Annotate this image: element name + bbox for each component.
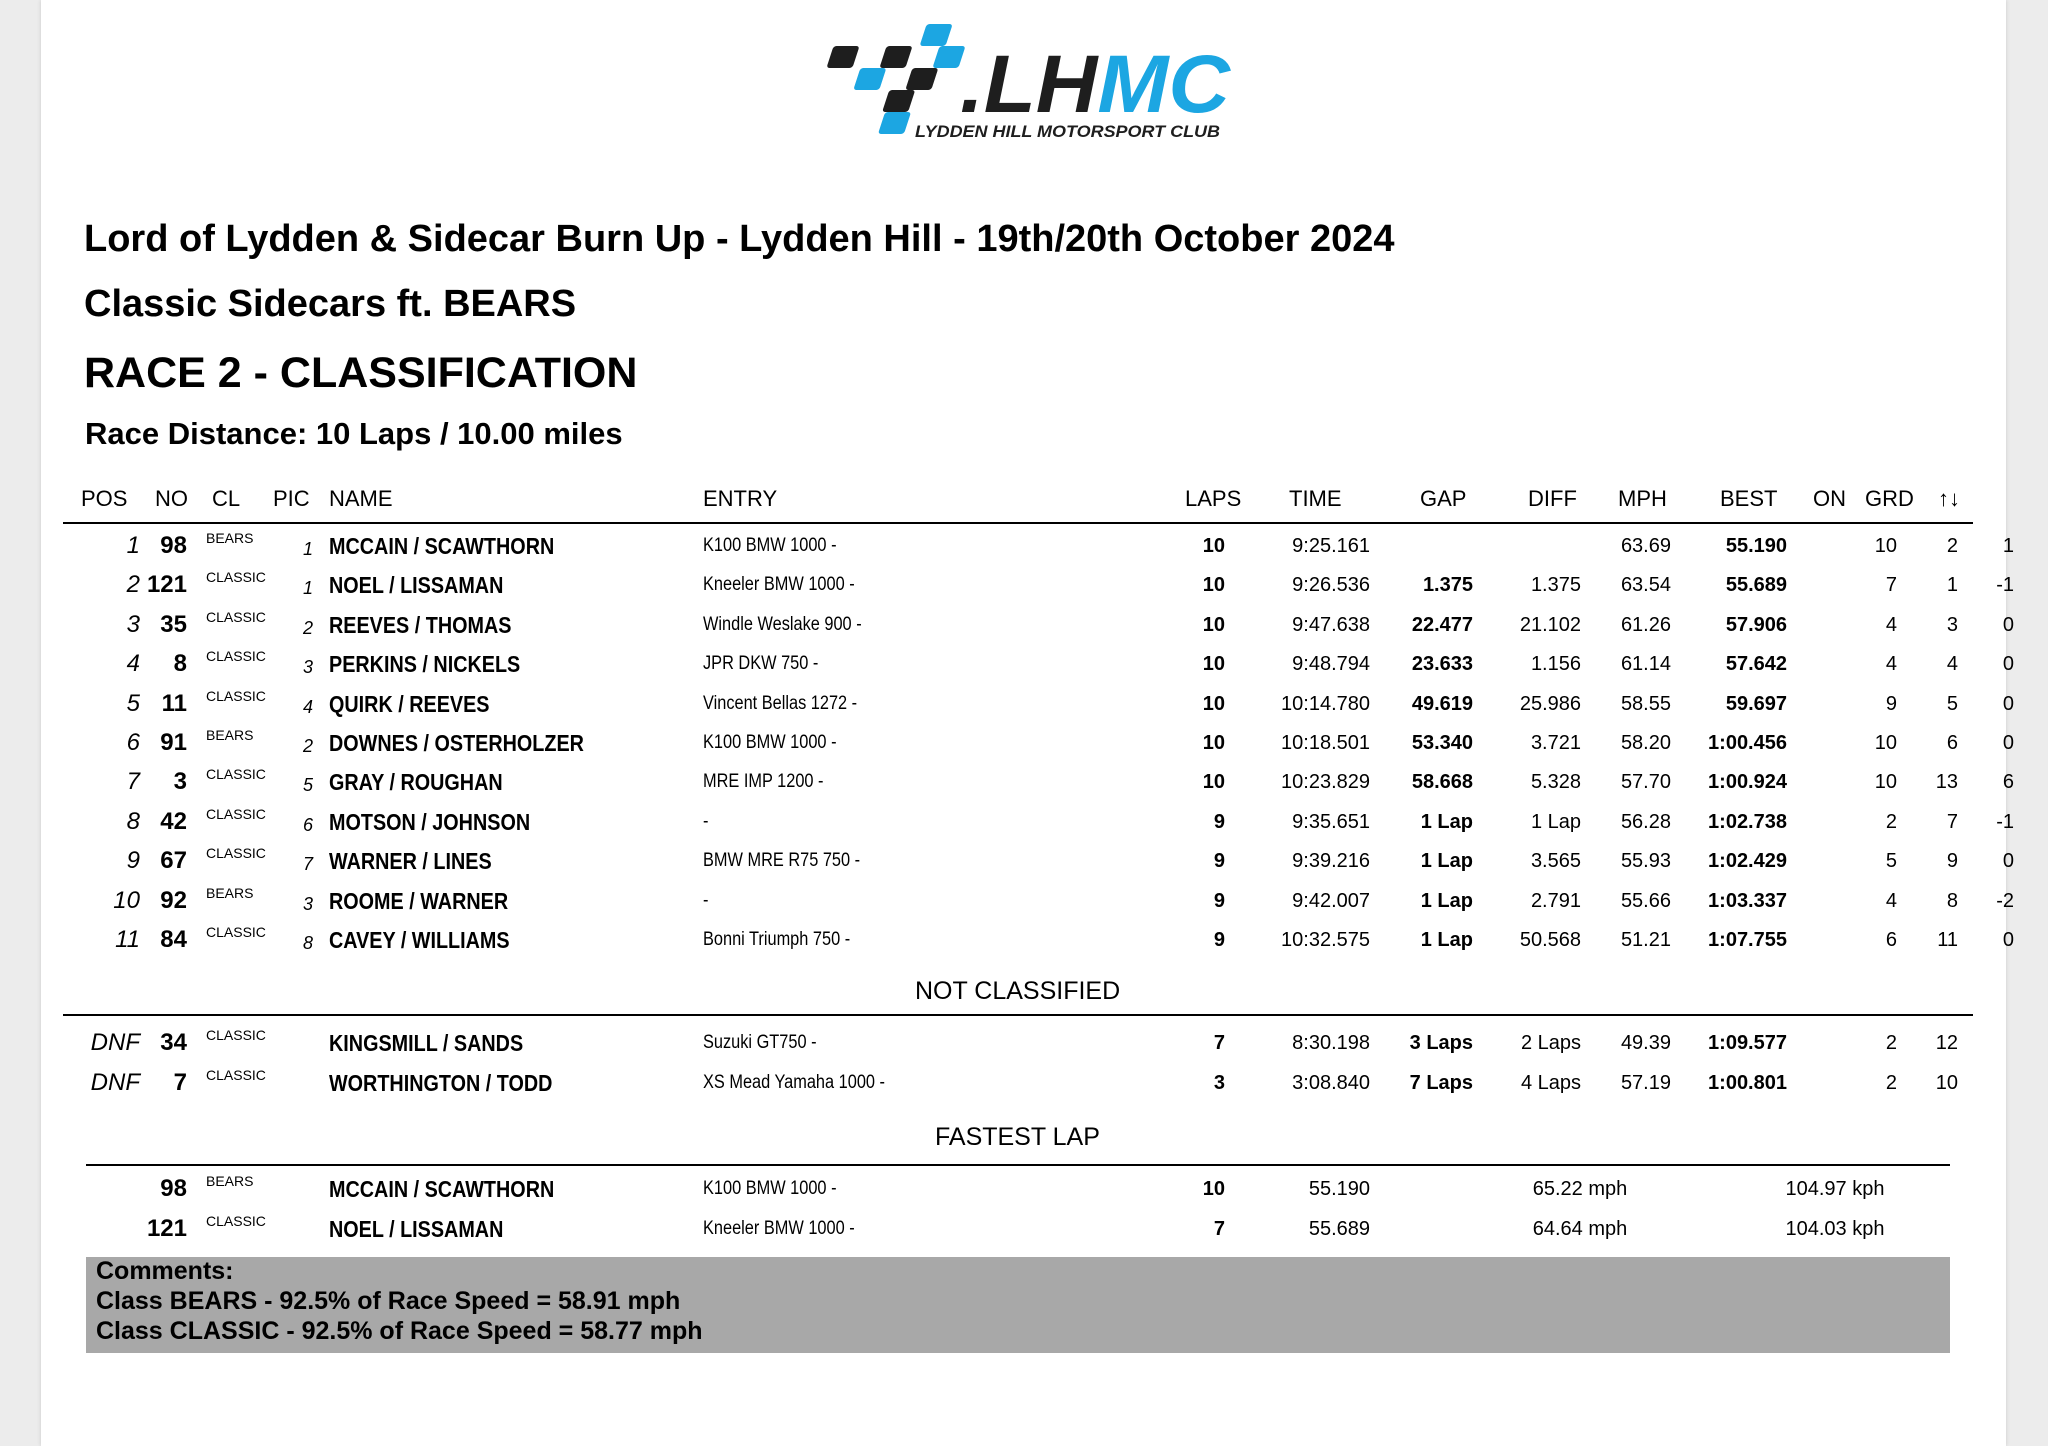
entry-cell: Suzuki GT750 -	[703, 1032, 817, 1053]
class-cell: BEARS	[206, 727, 254, 743]
class-cell: CLASSIC	[206, 1213, 266, 1229]
pos-cell: 2	[126, 571, 140, 599]
event-title: Lord of Lydden & Sidecar Burn Up - Lydden Hill - 19th/20th October 2024	[84, 218, 1395, 260]
gap-cell: 23.633	[1411, 653, 1473, 676]
best-cell: 1:00.456	[1708, 732, 1787, 754]
position-change-cell: -2	[1996, 889, 2014, 912]
best-cell: 57.906	[1725, 613, 1787, 636]
lhmc-logo	[820, 20, 1240, 145]
fastest-lap-rule	[86, 1164, 1950, 1166]
best-cell: 1:07.755	[1708, 929, 1787, 951]
comments-title: Comments:	[96, 1257, 234, 1285]
time-cell: 9:42.007	[1292, 889, 1370, 912]
best-cell: 55.689	[1725, 574, 1787, 597]
number-cell: 7	[173, 1069, 187, 1096]
laps-cell: 9	[1213, 889, 1225, 912]
header-laps: LAPS	[1185, 486, 1242, 511]
entry-cell: Kneeler BMW 1000 -	[703, 1218, 855, 1239]
on-cell: 9	[1885, 692, 1897, 715]
not-classified-title: NOT CLASSIFIED	[915, 977, 1121, 1005]
pos-cell: 5	[126, 689, 140, 717]
best-cell: 1:02.738	[1708, 810, 1787, 833]
on-cell: 2	[1885, 810, 1897, 833]
header-position-change: ↑↓	[1938, 486, 1960, 511]
number-cell: 34	[160, 1029, 187, 1056]
position-change-cell: 6	[2002, 771, 2014, 794]
laps-cell: 10	[1202, 653, 1225, 676]
header-diff: DIFF	[1528, 486, 1577, 511]
grd-cell: 11	[1937, 929, 1958, 951]
laps-cell: 10	[1202, 613, 1225, 636]
laps-cell: 9	[1213, 850, 1225, 873]
class-cell: CLASSIC	[206, 569, 266, 586]
number-cell: 42	[160, 807, 187, 835]
laps-cell: 9	[1213, 929, 1225, 951]
diff-cell: 4 Laps	[1520, 1072, 1581, 1094]
diff-cell: 1.156	[1530, 653, 1581, 676]
logo-flag-square	[879, 46, 912, 68]
gap-cell: 58.668	[1411, 771, 1473, 794]
pic-cell: 3	[302, 657, 313, 678]
time-cell: 8:30.198	[1292, 1032, 1370, 1054]
class-cell: CLASSIC	[206, 805, 266, 822]
kph-cell: 104.03 kph	[1785, 1218, 1885, 1240]
time-cell: 9:39.216	[1292, 850, 1370, 873]
time-cell: 9:35.651	[1292, 810, 1370, 833]
pic-cell: 4	[302, 696, 313, 717]
gap-cell: 49.619	[1411, 692, 1473, 715]
grd-cell: 2	[1946, 535, 1958, 557]
name-cell: MOTSON / JOHNSON	[329, 808, 531, 835]
class-cell: CLASSIC	[206, 1027, 266, 1043]
grd-cell: 3	[1946, 613, 1958, 636]
header-best: BEST	[1720, 486, 1778, 511]
laps-cell: 9	[1213, 810, 1225, 833]
pos-cell: 6	[126, 729, 140, 756]
class-cell: CLASSIC	[206, 1067, 266, 1083]
header-rule	[63, 522, 1973, 524]
mph-cell: 51.21	[1620, 929, 1671, 951]
best-cell: 1:00.924	[1708, 771, 1787, 794]
best-cell: 1:02.429	[1708, 850, 1787, 873]
class-cell: CLASSIC	[206, 924, 266, 940]
diff-cell: 2.791	[1530, 889, 1581, 912]
comments-box	[86, 1257, 1950, 1353]
mph-cell: 55.93	[1620, 850, 1671, 873]
grd-cell: 8	[1946, 889, 1958, 912]
time-cell: 9:25.161	[1292, 535, 1370, 557]
name-cell: QUIRK / REEVES	[329, 690, 490, 717]
mph-cell: 63.69	[1620, 535, 1671, 557]
time-cell: 3:08.840	[1292, 1072, 1370, 1094]
time-cell: 9:48.794	[1292, 653, 1370, 676]
entry-cell: XS Mead Yamaha 1000 -	[703, 1072, 885, 1093]
entry-cell: Windle Weslake 900 -	[703, 613, 862, 635]
pos-cell: 1	[126, 532, 140, 559]
pic-cell: 1	[302, 578, 313, 599]
pic-cell: 7	[302, 854, 313, 875]
position-change-cell: -1	[1996, 810, 2014, 833]
pos-cell: 3	[126, 610, 140, 638]
grd-cell: 12	[1935, 1032, 1958, 1054]
header-name: NAME	[329, 486, 393, 511]
position-change-cell: 0	[2002, 692, 2014, 715]
on-cell: 4	[1885, 889, 1897, 912]
diff-cell: 21.102	[1519, 613, 1581, 636]
pos-cell: DNF	[90, 1029, 140, 1056]
kph-cell: 104.97 kph	[1785, 1178, 1885, 1200]
diff-cell: 3.565	[1530, 850, 1581, 873]
entry-cell: JPR DKW 750 -	[703, 653, 819, 675]
time-cell: 9:26.536	[1292, 574, 1370, 597]
number-cell: 98	[160, 1175, 187, 1202]
on-cell: 5	[1885, 850, 1897, 873]
entry-cell: K100 BMW 1000 -	[703, 1178, 837, 1199]
on-cell: 2	[1885, 1072, 1897, 1094]
mph-cell: 49.39	[1620, 1032, 1671, 1054]
gap-cell: 1 Lap	[1420, 850, 1473, 873]
name-cell: REEVES / THOMAS	[329, 611, 512, 638]
pic-cell: 2	[302, 736, 313, 756]
class-cell: CLASSIC	[206, 687, 266, 704]
grd-cell: 7	[1946, 810, 1958, 833]
race-title: RACE 2 - CLASSIFICATION	[84, 349, 638, 397]
pos-cell: 11	[115, 926, 140, 953]
on-cell: 6	[1885, 929, 1897, 951]
header-pos: POS	[81, 486, 128, 511]
position-change-cell: 0	[2002, 850, 2014, 873]
logo-flag-square	[905, 68, 938, 90]
race-distance: Race Distance: 10 Laps / 10.00 miles	[85, 416, 623, 451]
class-cell: BEARS	[206, 884, 254, 901]
name-cell: MCCAIN / SCAWTHORN	[329, 1176, 555, 1202]
name-cell: WARNER / LINES	[329, 848, 492, 875]
class-title: Classic Sidecars ft. BEARS	[84, 283, 577, 325]
name-cell: DOWNES / OSTERHOLZER	[329, 730, 584, 756]
time-cell: 55.689	[1308, 1218, 1370, 1240]
number-cell: 3	[173, 768, 187, 796]
comment-line: Class BEARS - 92.5% of Race Speed = 58.91 mph	[96, 1287, 681, 1315]
best-cell: 55.190	[1725, 535, 1787, 557]
entry-cell: BMW MRE R75 750 -	[703, 850, 861, 872]
entry-cell: Bonni Triumph 750 -	[703, 929, 851, 950]
pic-cell: 3	[302, 893, 313, 914]
best-cell: 1:03.337	[1708, 889, 1787, 912]
time-cell: 10:23.829	[1281, 771, 1370, 794]
header-pic: PIC	[273, 486, 310, 511]
time-cell: 10:18.501	[1281, 732, 1370, 754]
grd-cell: 10	[1935, 1072, 1958, 1094]
pos-cell: 7	[126, 768, 140, 796]
number-cell: 98	[160, 532, 187, 559]
header-on: ON	[1813, 486, 1846, 511]
best-cell: 57.642	[1725, 653, 1787, 676]
gap-cell: 7 Laps	[1409, 1072, 1473, 1094]
name-cell: GRAY / ROUGHAN	[329, 769, 503, 796]
header-grd: GRD	[1865, 486, 1914, 511]
name-cell: WORTHINGTON / TODD	[329, 1070, 553, 1096]
header-time: TIME	[1289, 486, 1342, 511]
logo-flag-square	[920, 24, 953, 46]
pos-cell: DNF	[90, 1069, 140, 1096]
logo-flag-square	[882, 90, 915, 112]
class-cell: CLASSIC	[206, 766, 266, 783]
number-cell: 35	[160, 610, 187, 638]
pic-cell: 1	[302, 539, 313, 559]
mph-cell: 57.70	[1620, 771, 1671, 794]
position-change-cell: 1	[2002, 535, 2014, 557]
time-cell: 55.190	[1308, 1178, 1370, 1200]
entry-cell: -	[703, 810, 709, 832]
grd-cell: 9	[1946, 850, 1958, 873]
grd-cell: 4	[1946, 653, 1958, 676]
mph-cell: 57.19	[1620, 1072, 1671, 1094]
number-cell: 8	[173, 650, 187, 678]
mph-cell: 56.28	[1620, 810, 1671, 833]
class-cell: BEARS	[206, 1173, 254, 1189]
header-gap: GAP	[1420, 486, 1467, 511]
name-cell: NOEL / LISSAMAN	[329, 572, 504, 599]
pos-cell: 10	[113, 886, 140, 914]
entry-cell: K100 BMW 1000 -	[703, 535, 837, 556]
entry-cell: K100 BMW 1000 -	[703, 732, 837, 753]
pic-cell: 5	[302, 775, 313, 796]
grd-cell: 5	[1946, 692, 1958, 715]
on-cell: 4	[1885, 613, 1897, 636]
pos-cell: 4	[126, 650, 140, 678]
pic-cell: 8	[302, 933, 313, 953]
pic-cell: 2	[302, 617, 313, 638]
diff-cell: 5.328	[1530, 771, 1581, 794]
comment-line: Class CLASSIC - 92.5% of Race Speed = 58.77 mph	[96, 1317, 703, 1345]
mph-cell: 55.66	[1620, 889, 1671, 912]
logo-flag-square	[853, 68, 886, 90]
lap-number-cell: 7	[1213, 1218, 1225, 1240]
class-cell: CLASSIC	[206, 608, 266, 625]
number-cell: 84	[160, 926, 187, 953]
time-cell: 10:14.780	[1281, 692, 1370, 715]
time-cell: 9:47.638	[1292, 613, 1370, 636]
on-cell: 2	[1885, 1032, 1897, 1054]
on-cell: 4	[1885, 653, 1897, 676]
mph-cell: 61.26	[1620, 613, 1671, 636]
name-cell: KINGSMILL / SANDS	[329, 1030, 524, 1056]
number-cell: 121	[146, 1215, 187, 1242]
laps-cell: 10	[1202, 574, 1225, 597]
mph-cell: 58.20	[1620, 732, 1671, 754]
name-cell: CAVEY / WILLIAMS	[329, 927, 510, 953]
on-cell: 10	[1874, 535, 1897, 557]
gap-cell: 1.375	[1422, 574, 1473, 597]
best-cell: 59.697	[1725, 692, 1787, 715]
not-classified-rule	[63, 1014, 1973, 1016]
logo-flag-square	[878, 112, 911, 134]
position-change-cell: 0	[2002, 732, 2014, 754]
laps-cell: 10	[1202, 771, 1225, 794]
header-entry: ENTRY	[703, 486, 778, 511]
on-cell: 10	[1874, 732, 1897, 754]
number-cell: 92	[160, 886, 187, 914]
on-cell: 7	[1885, 574, 1897, 597]
name-cell: NOEL / LISSAMAN	[329, 1216, 504, 1242]
mph-cell: 61.14	[1620, 653, 1671, 676]
grd-cell: 1	[1946, 574, 1958, 597]
mph-cell: 64.64 mph	[1532, 1218, 1628, 1240]
name-cell: PERKINS / NICKELS	[329, 651, 521, 678]
header-cl: CL	[212, 486, 241, 511]
number-cell: 67	[160, 847, 187, 875]
number-cell: 11	[161, 689, 187, 717]
header-no: NO	[155, 486, 188, 511]
name-cell: ROOME / WARNER	[329, 887, 509, 914]
diff-cell: 3.721	[1530, 732, 1581, 754]
number-cell: 91	[160, 729, 187, 756]
mph-cell: 63.54	[1620, 574, 1671, 597]
gap-cell: 1 Lap	[1420, 889, 1473, 912]
class-cell: CLASSIC	[206, 648, 266, 665]
gap-cell: 22.477	[1411, 613, 1473, 636]
class-cell: CLASSIC	[206, 845, 266, 862]
lap-number-cell: 10	[1202, 1178, 1225, 1200]
mph-cell: 65.22 mph	[1532, 1178, 1628, 1200]
entry-cell: Vincent Bellas 1272 -	[703, 692, 858, 714]
diff-cell: 1.375	[1530, 574, 1581, 597]
laps-cell: 10	[1202, 732, 1225, 754]
number-cell: 121	[146, 571, 187, 599]
entry-cell: Kneeler BMW 1000 -	[703, 574, 855, 596]
pic-cell: 6	[302, 814, 313, 835]
logo-text: .LHMC	[960, 39, 1225, 130]
on-cell: 10	[1874, 771, 1897, 794]
grd-cell: 13	[1935, 771, 1958, 794]
diff-cell: 25.986	[1519, 692, 1581, 715]
position-change-cell: 0	[2002, 929, 2014, 951]
best-cell: 1:09.577	[1708, 1032, 1787, 1054]
grd-cell: 6	[1946, 732, 1958, 754]
entry-cell: -	[703, 889, 709, 911]
mph-cell: 58.55	[1620, 692, 1671, 715]
time-cell: 10:32.575	[1281, 929, 1370, 951]
laps-cell: 10	[1202, 692, 1225, 715]
gap-cell: 1 Lap	[1420, 929, 1473, 951]
entry-cell: MRE IMP 1200 -	[703, 771, 824, 793]
class-cell: BEARS	[206, 530, 254, 546]
laps-cell: 3	[1213, 1072, 1225, 1094]
logo-subtitle: LYDDEN HILL MOTORSPORT CLUB	[915, 122, 1220, 141]
pos-cell: 9	[126, 847, 140, 875]
best-cell: 1:00.801	[1708, 1072, 1787, 1094]
fastest-lap-title: FASTEST LAP	[935, 1123, 1100, 1151]
logo-flag-square	[826, 46, 859, 68]
gap-cell: 3 Laps	[1409, 1032, 1473, 1054]
diff-cell: 50.568	[1519, 929, 1581, 951]
header-mph: MPH	[1618, 486, 1667, 511]
laps-cell: 7	[1213, 1032, 1225, 1054]
name-cell: MCCAIN / SCAWTHORN	[329, 533, 555, 559]
position-change-cell: -1	[1996, 574, 2014, 597]
laps-cell: 10	[1202, 535, 1225, 557]
diff-cell: 1 Lap	[1530, 810, 1581, 833]
position-change-cell: 0	[2002, 613, 2014, 636]
position-change-cell: 0	[2002, 653, 2014, 676]
diff-cell: 2 Laps	[1520, 1032, 1581, 1054]
pos-cell: 8	[126, 807, 140, 835]
gap-cell: 53.340	[1411, 732, 1473, 754]
gap-cell: 1 Lap	[1420, 810, 1473, 833]
